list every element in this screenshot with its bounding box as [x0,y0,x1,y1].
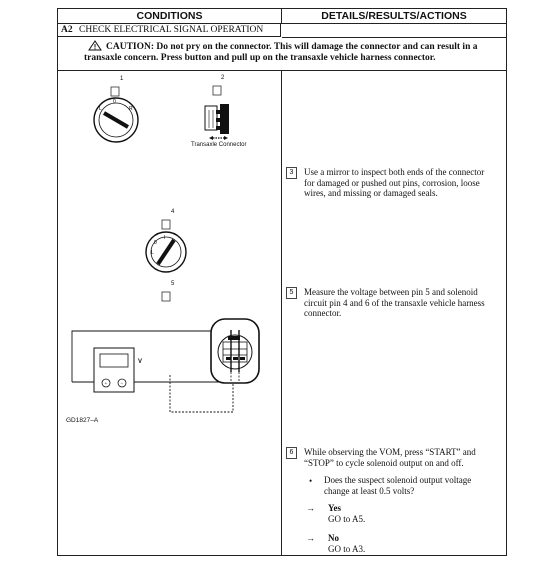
step-3-text: Use a mirror to inspect both ends of the connector for damaged or pushed out pins, corrosion, loose wires, and missing or damaged seals. [304,167,485,198]
svg-text:−: − [120,382,124,387]
caution-block [58,38,506,71]
figure-id: GD1827–A [66,417,99,424]
svg-text:0: 0 [113,99,116,105]
ignition-switch-icon-2 [146,232,186,272]
bullet-dot: • [309,476,313,486]
warning-triangle-icon [88,40,102,55]
connector-caption: Transaxle Connector [191,142,247,148]
box-2-label: 2 [221,75,225,81]
box-5-label: 5 [171,281,175,287]
callout-box-1 [111,87,119,96]
box-1-label: 1 [120,76,124,82]
section-code: A2 [61,25,73,35]
step-5-number: 5 [286,286,297,299]
caution-line-1: CAUTION: Do not pry on the connector. This will damage the connector and can result in a [106,42,478,52]
step-6-number: 6 [286,446,297,459]
no-option: No GO to A3. [328,533,366,554]
step-6-text: While observing the VOM, press “START” and “STOP” to cycle solenoid output on and off. [304,447,476,468]
conditions-header: CONDITIONS [58,9,282,24]
caution-line-2: transaxle concern. Press button and pull up on the transaxle vehicle harness connector. [84,53,436,63]
svg-text:I: I [164,235,166,241]
yes-arrow-icon: → [306,503,315,513]
svg-text:R: R [129,106,133,112]
svg-text:+: + [104,382,108,387]
section-title: CHECK ELECTRICAL SIGNAL OPERATION [79,25,264,35]
callout-box-4 [162,220,170,229]
voltmeter-icon [94,348,134,392]
illustration-canvas [58,72,280,492]
section-row [58,24,281,37]
step-5-text: Measure the voltage between pin 5 and solenoid circuit pin 4 and 6 of the transaxle vehicle harness connector. [304,287,485,318]
transaxle-connector-icon [205,104,229,140]
ignition-switch-icon-1 [94,98,138,142]
callout-box-2 [213,86,221,95]
column-divider [281,71,282,556]
callout-box-5 [162,292,170,301]
no-arrow-icon: → [306,533,315,543]
yes-option: Yes GO to A5. [328,503,366,524]
step-3-number: 3 [286,166,297,179]
svg-text:L: L [99,106,102,112]
procedure-table [57,8,507,556]
box-4-label: 4 [171,209,175,215]
meter-label: V [138,359,143,365]
svg-text:0: 0 [154,240,157,246]
details-header: DETAILS/RESULTS/ACTIONS [282,9,506,24]
step-6-question: Does the suspect solenoid output voltage change at least 0.5 volts? [324,475,472,496]
harness-connector-face-icon [211,319,259,383]
svg-text:L: L [151,250,154,256]
section-row-right [282,24,506,38]
